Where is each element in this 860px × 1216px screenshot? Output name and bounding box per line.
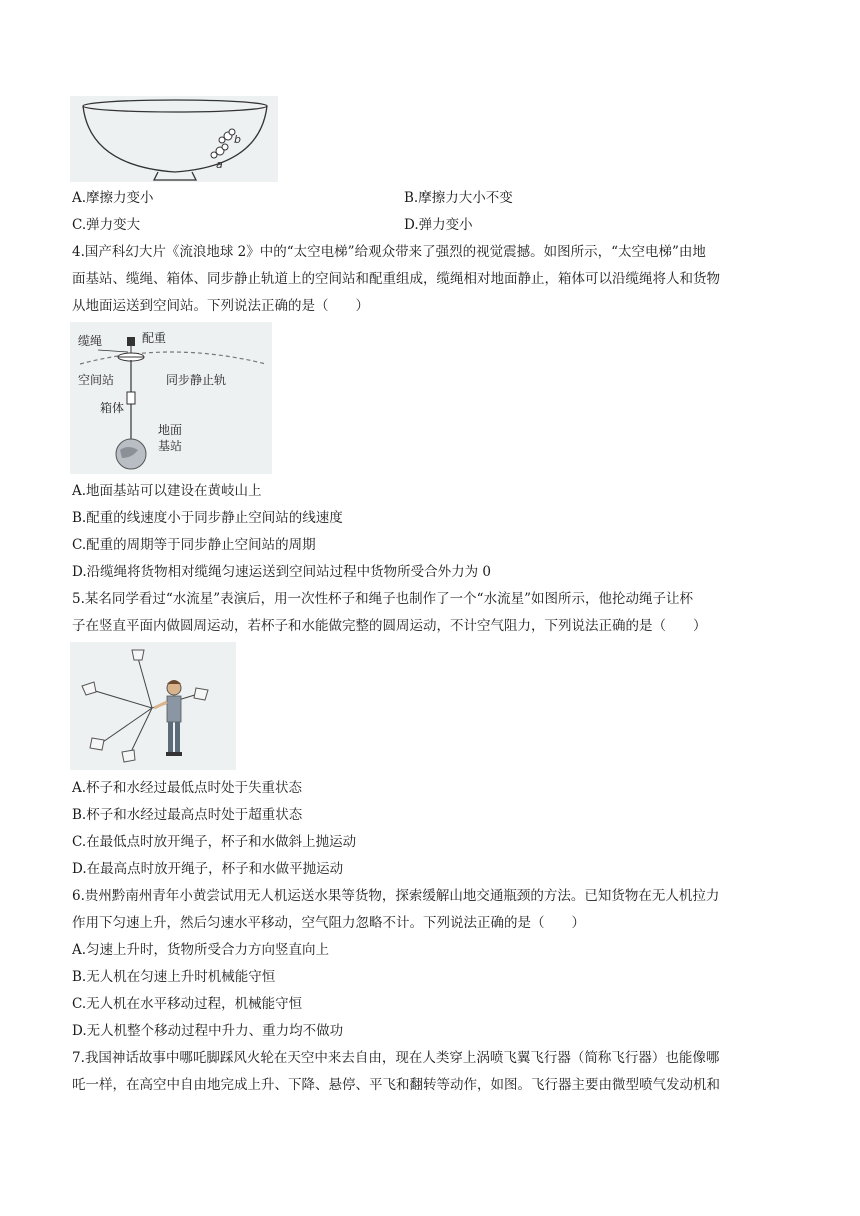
q4-option-b: B.配重的线速度小于同步静止空间站的线速度 — [72, 510, 343, 526]
q3-option-a: A.摩擦力变小 — [72, 190, 154, 206]
water-meteor-figure — [70, 642, 236, 770]
q6-option-c: C.无人机在水平移动过程，机械能守恒 — [72, 996, 303, 1012]
q5-option-a: A.杯子和水经过最低点时处于失重状态 — [72, 780, 303, 796]
label-cable: 缆绳 — [78, 334, 103, 348]
q5-stem-line-2: 子在竖直平面内做圆周运动，若杯子和水能做完整的圆周运动，不计空气阻力，下列说法正确的是（ ） — [72, 618, 707, 634]
bowl-figure — [70, 96, 278, 182]
label-cabin: 箱体 — [100, 401, 125, 415]
label-ground-1: 地面 — [158, 423, 183, 437]
q3-option-c: C.弹力变大 — [72, 217, 141, 233]
label-station: 空间站 — [78, 373, 115, 387]
q5-option-d: D.在最高点时放开绳子，杯子和水做平抛运动 — [72, 861, 344, 877]
q4-stem-line-1: 4.国产科幻大片《流浪地球 2》中的“太空电梯”给观众带来了强烈的视觉震撼。如图所示，“太空电梯”由地 — [72, 244, 706, 260]
label-ground-2: 基站 — [158, 439, 183, 453]
q7-stem-line-2: 吒一样，在高空中自由地完成上升、下降、悬停、平飞和翻转等动作，如图。飞行器主要由微型喷气发动机和 — [72, 1077, 720, 1093]
q7-stem-line-1: 7.我国神话故事中哪吒脚踩风火轮在天空中来去自由，现在人类穿上涡喷飞翼飞行器（简称飞行器）也能像哪 — [72, 1050, 720, 1066]
q4-stem-line-3: 从地面运送到空间站。下列说法正确的是（ ） — [72, 298, 369, 314]
q4-option-c: C.配重的周期等于同步静止空间站的周期 — [72, 537, 316, 553]
q3-option-d: D.弹力变小 — [404, 217, 473, 233]
q4-option-a: A.地面基站可以建设在黄岐山上 — [72, 483, 262, 499]
label-a: a — [216, 158, 223, 171]
label-b: b — [234, 133, 241, 146]
q3-option-b: B.摩擦力大小不变 — [404, 190, 513, 206]
q5-option-b: B.杯子和水经过最高点时处于超重状态 — [72, 807, 303, 823]
q6-option-a: A.匀速上升时，货物所受合力方向竖直向上 — [72, 942, 330, 958]
label-orbit: 同步静止轨 — [166, 373, 227, 387]
q6-option-d: D.无人机整个移动过程中升力、重力均不做功 — [72, 1023, 344, 1039]
space-elevator-figure — [70, 322, 272, 474]
q6-stem-line-2: 作用下匀速上升，然后匀速水平移动，空气阻力忽略不计。下列说法正确的是（ ） — [72, 915, 585, 931]
q5-stem-line-1: 5.某名同学看过“水流星”表演后，用一次性杯子和绳子也制作了一个“水流星”如图所示，他抡动绳子让杯 — [72, 591, 693, 607]
q4-stem-line-2: 面基站、缆绳、箱体、同步静止轨道上的空间站和配重组成，缆绳相对地面静止，箱体可以沿缆绳将人和货物 — [72, 271, 720, 287]
q6-option-b: B.无人机在匀速上升时机械能守恒 — [72, 969, 276, 985]
q5-option-c: C.在最低点时放开绳子，杯子和水做斜上抛运动 — [72, 834, 357, 850]
q6-stem-line-1: 6.贵州黔南州青年小黄尝试用无人机运送水果等货物，探索缓解山地交通瓶颈的方法。已知货物在无人机拉力 — [72, 888, 720, 904]
label-counterweight: 配重 — [142, 331, 167, 345]
q4-option-d: D.沿缆绳将货物相对缆绳匀速运送到空间站过程中货物所受合外力为 0 — [72, 564, 492, 580]
